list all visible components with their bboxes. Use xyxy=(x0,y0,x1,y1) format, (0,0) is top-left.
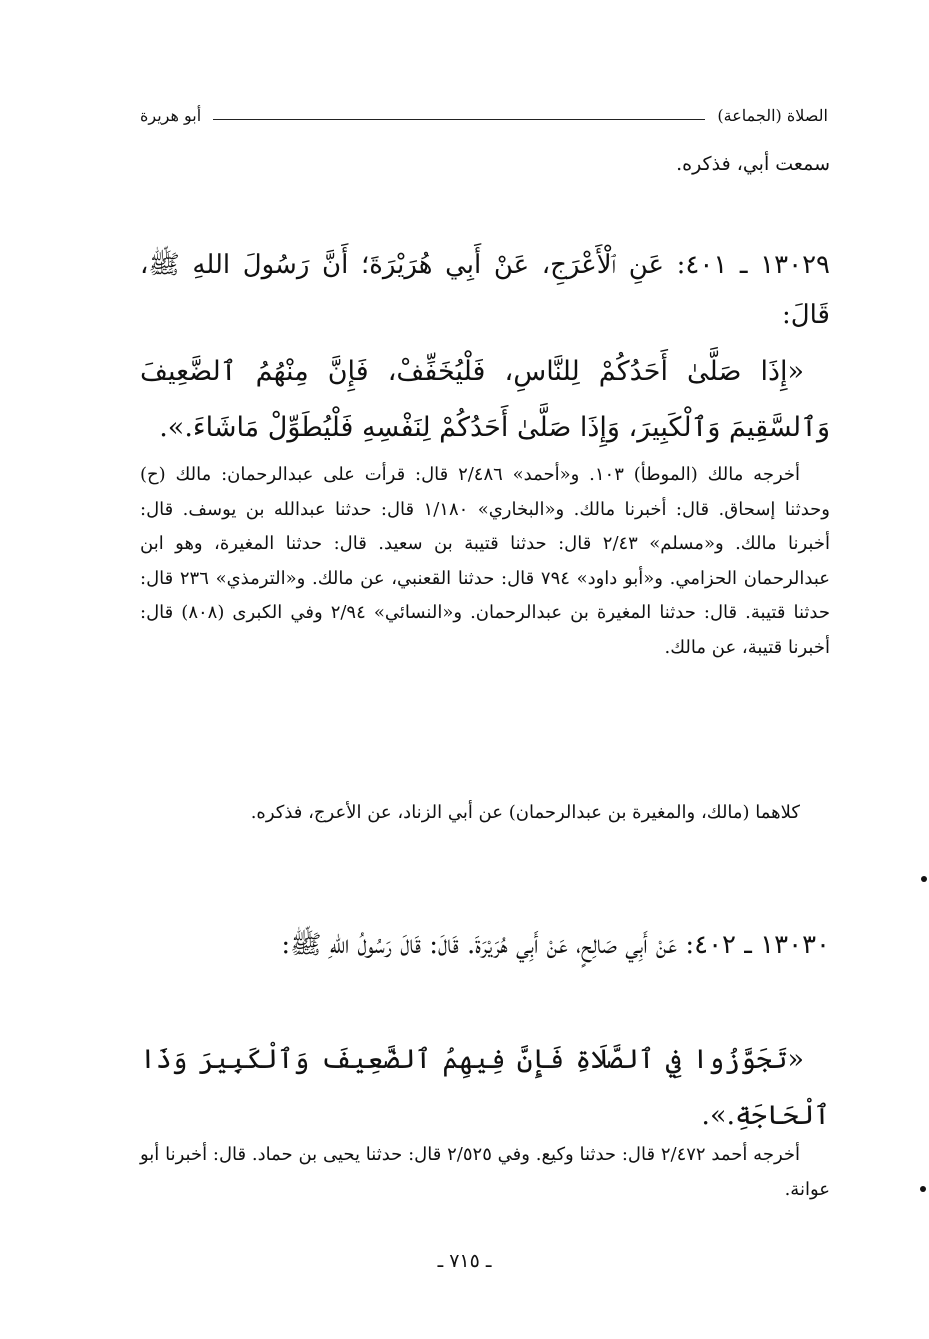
margin-dot xyxy=(921,876,927,882)
intro-line: سمعت أبي، فذكره. xyxy=(676,153,830,175)
hadith-1-note: كلاهما (مالك، والمغيرة بن عبدالرحمان) عن أبي الزناد، عن الأعرج، فذكره. xyxy=(250,802,800,823)
hadith-1-takhrij: أخرجه مالك (الموطأ) ١٠٣. و«أحمد» ٢/٤٨٦ قال: قرأت على عبدالرحمان: مالك (ح) وحدثنا إسحاق. قال: أخبرنا مالك. و«البخاري» ١/١٨٠ قال: حدثنا عبدالله بن يوسف. قال: أخبرنا مالك. و«مسلم» ٢/٤٣ قال: حدثنا قتيبة بن سعيد. قال: حدثنا المغيرة، وهو ابن عبدالرحمان الحزامي. و«أبو داود» ٧٩٤ قال: حدثنا القعنبي، عن مالك. و«الترمذي» ٢٣٦ قال: حدثنا قتيبة. قال: حدثنا المغيرة بن عبدالرحمان. و«النسائي» ٢/٩٤ وفي الكبرى (٨٠٨) قال: أخبرنا قتيبة، عن مالك. xyxy=(140,464,831,658)
header-rule xyxy=(213,119,705,120)
hadith-1-text: «إِذَا صَلَّىٰ أَحَدُكُمْ لِلنَّاسِ، فَلْيُخَفِّفْ، فَإِنَّ مِنْهُمُ ٱلضَّعِيفَ وَٱلسَّقِيمَ وَٱلْكَبِيرَ، وَإِذَا صَلَّىٰ أَحَدُكُمْ لِنَفْسِهِ فَلْيُطَوِّلْ مَاشَاءَ.». xyxy=(140,356,830,443)
header-section-title: الصلاة (الجماعة) xyxy=(717,105,828,125)
hadith-2-text: «تَجَوَّزُوا فِي ٱلصَّلَاةِ فَإِنَّ فِيهِمُ ٱلضَّعِيفَ وَٱلْكَبِيرَ وَذَا ٱلْحَاجَةِ.». xyxy=(140,1044,830,1131)
hadith-1-heading: ١٣٠٢٩ ـ ٤٠١: عَنِ ٱلْأَعْرَجِ، عَنْ أَبِي هُرَيْرَةَ؛ أَنَّ رَسُولَ اللهِ ﷺ، قَالَ: xyxy=(140,250,830,330)
hadith-2-takhrij: أخرجه أحمد ٢/٤٧٢ قال: حدثنا وكيع. وفي ٢/٥٢٥ قال: حدثنا يحيى بن حماد. قال: أخبرنا أبو عوانة. xyxy=(140,1144,830,1200)
hadith-2-heading: ١٣٠٣٠ ـ ٤٠٢: عَنْ أَبِي صَالِحٍ، عَنْ أَبِي هُرَيْرَةَ. قَالَ: قَالَ رَسُولُ اللهِ ﷺ: xyxy=(281,930,830,960)
running-header xyxy=(140,100,828,130)
header-narrator: أبو هريرة xyxy=(140,105,202,125)
page-number: ـ ٧١٥ ـ xyxy=(437,1250,492,1272)
margin-dot xyxy=(920,1186,926,1192)
